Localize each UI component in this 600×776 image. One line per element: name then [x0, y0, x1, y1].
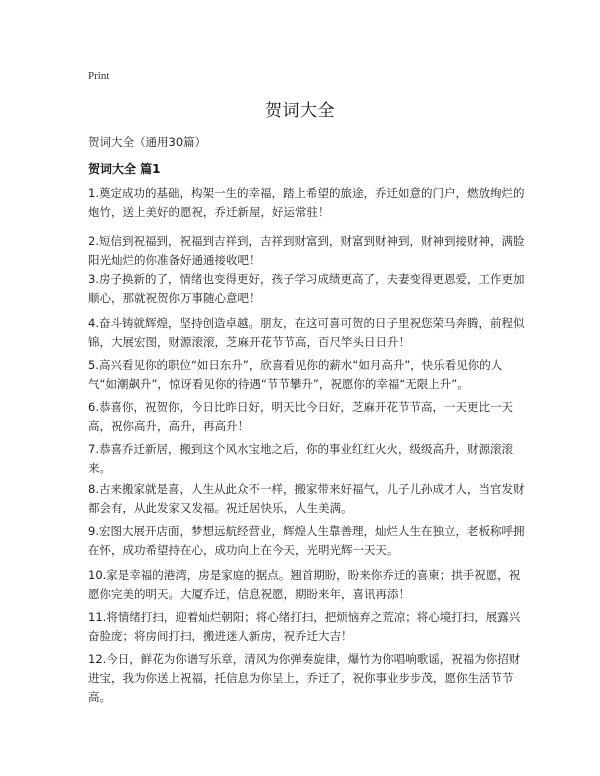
- paragraph-6: 6.恭喜你，祝贺你，今日比昨日好，明天比今日好，芝麻开花节节高，一天更比一天高，祝你高升，高升，再高升！: [88, 400, 513, 433]
- page-title: 贺词大全: [265, 101, 335, 121]
- paragraph-1: 1.奠定成功的基础，构架一生的幸福，踏上希望的旅途，乔迁如意的门户，燃放绚烂的炮竹，送上美好的愿祝，乔迁新屋，好运常驻！: [88, 186, 525, 219]
- print-link[interactable]: Print: [88, 70, 110, 82]
- paragraph-9: 9.宏图大展开店面，梦想远航经营业，辉煌人生靠善理，灿烂人生在独立，老板称呼拥在怀，成功希望持在心，成功向上在今天，光明光辉一天天。: [88, 524, 525, 557]
- paragraph-8: 8.古来搬家就是喜，人生从此众不一样，搬家带来好福气，儿子儿孙成才人，当官发财都会有，从此发家又发福。祝迁居快乐，人生美满。: [88, 482, 525, 515]
- paragraph-7: 7.恭喜乔迁新居，搬到这个风水宝地之后，你的事业红红火火，级级高升，财源滚滚来。: [88, 442, 513, 475]
- paragraph-2: 2.短信到祝福到，祝福到吉祥到，吉祥到财富到，财富到财神到，财神到接财神，满脸阳光灿烂的你准备好通通接收吧！: [88, 234, 525, 267]
- paragraph-11: 11.将情绪打扫，迎着灿烂朝阳；将心绪打扫，把烦恼弃之荒凉；将心境打扫，展露兴奋脸庞；将房间打扫，搬进迷人新房，祝乔迁大吉！: [88, 610, 521, 643]
- section-heading: 贺词大全 篇1: [88, 162, 161, 176]
- paragraph-4: 4.奋斗铸就辉煌，坚持创造卓越。朋友，在这可喜可贺的日子里祝您荣马奔腾，前程似锦，大展宏图，财源滚滚，芝麻开花节节高，百尺竿头日日升！: [88, 316, 525, 349]
- page-subtitle: 贺词大全（通用30篇）: [88, 135, 207, 149]
- paragraph-5: 5.高兴看见你的职位“如日东升”，欣喜看见你的薪水“如月高升”，快乐看见你的人气“如潮飙升”，惊讶看见你的待遇“节节攀升”，祝愿你的幸福“无限上升”。: [88, 358, 503, 391]
- paragraph-12: 12.今日，鲜花为你谱写乐章，清风为你弹奏旋律，爆竹为你唱响歌谣，祝福为你招财进宝，我为你送上祝福，托信息为你呈上，乔迁了，祝你事业步步茂，愿你生活节节高。: [88, 652, 521, 704]
- paragraph-10: 10.家是幸福的港湾，房是家庭的据点。翘首期盼，盼来你乔迁的喜柬；拱手祝愿，祝愿你完美的明天。大厦乔迁，信息祝愿，期盼来年，喜讯再添！: [88, 568, 521, 601]
- paragraph-3: 3.房子换新的了，情绪也变得更好，孩子学习成绩更高了，夫妻变得更恩爱，工作更加顺心，那就祝贺你万事随心意吧！: [88, 272, 525, 305]
